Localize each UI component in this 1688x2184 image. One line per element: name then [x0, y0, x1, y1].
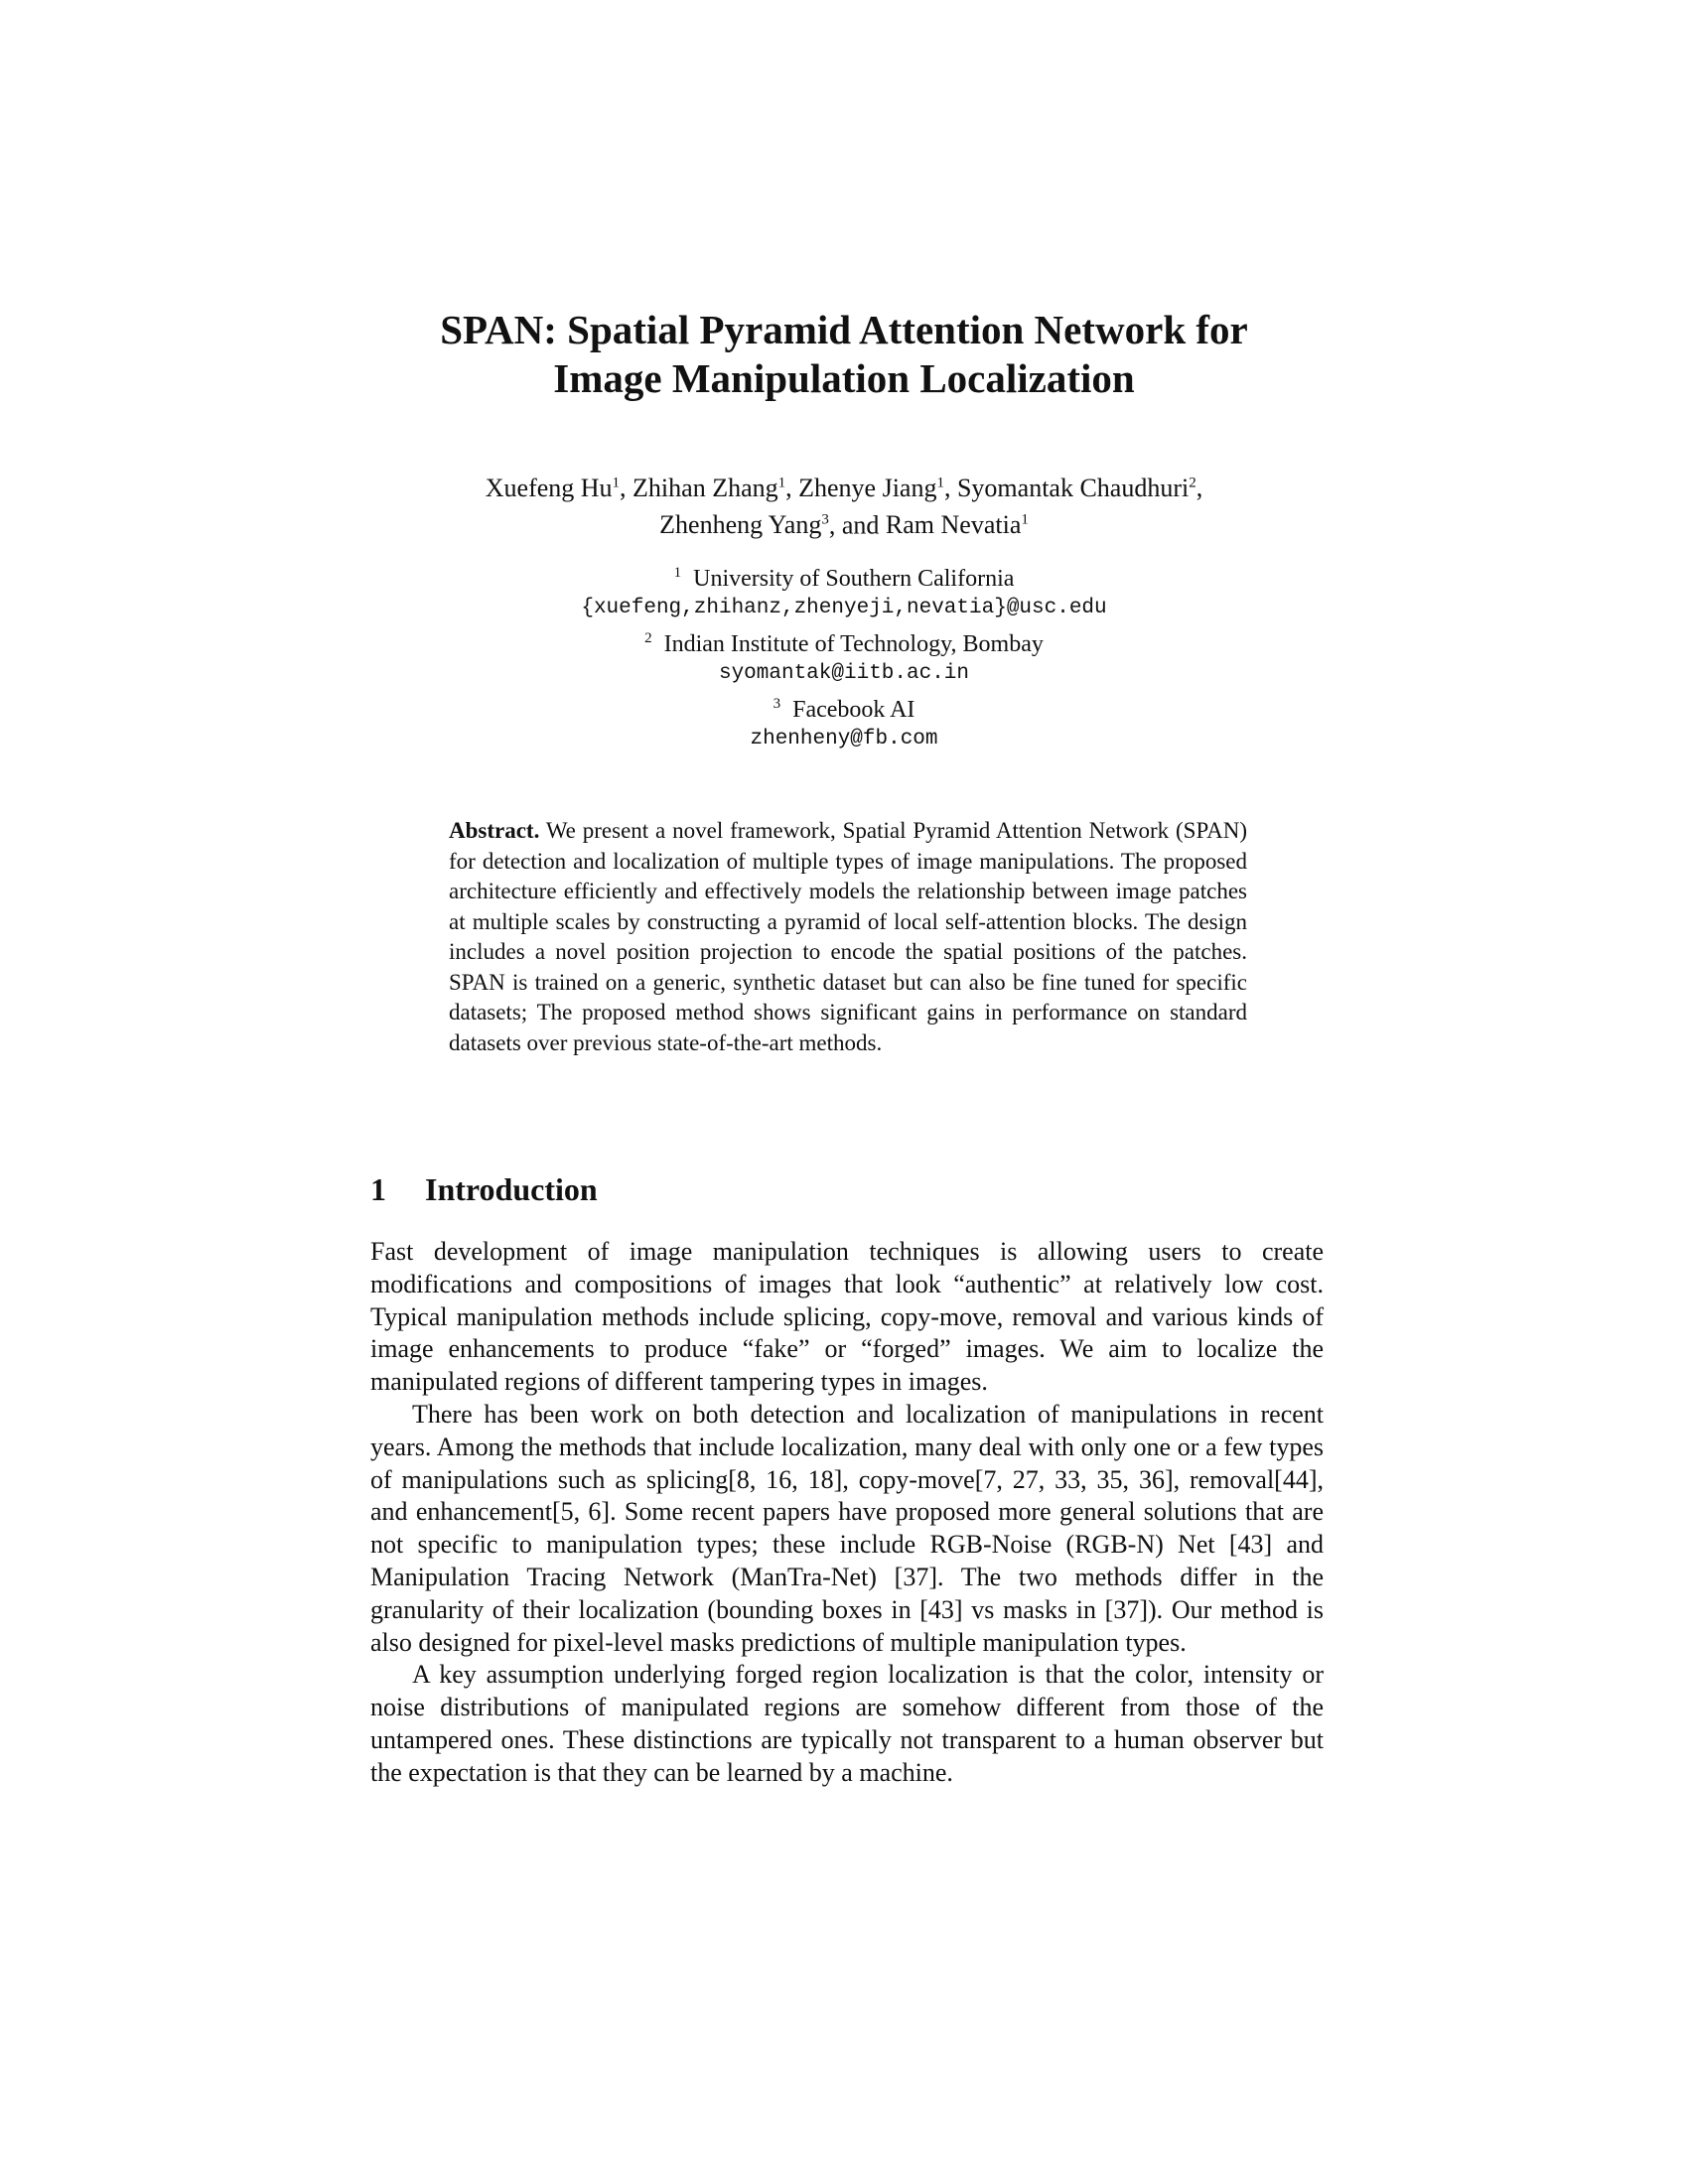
section-body — [370, 1236, 1324, 1790]
author: Zhihan Zhang$^1$ — [633, 473, 786, 502]
section-title: Introduction — [425, 1171, 598, 1207]
affiliation-email: {xuefeng,zhihanz,zhenyeji,nevatia}@usc.edu — [581, 597, 1107, 619]
affiliation: $^2$ Indian Institute of Technology, Bombay — [644, 630, 1044, 657]
abstract-text: We present a novel framework, Spatial Pyramid Attention Network (SPAN) for detection and localization of multiple types of image manipulations. The proposed architecture efficiently and effectively models the relationship between image patches at multiple scales by constructing a pyramid of local self-attention blocks. The design includes a novel position projection to encode the spatial positions of the patches. SPAN is trained on a generic, synthetic dataset but can also be fine tuned for specific datasets; The proposed method shows significant gains in performance on standard datasets over previous state-of-the-art methods. — [449, 818, 1248, 1055]
body-paragraph: Fast development of image manipulation techniques is allowing users to create modifications and compositions of images that look “authentic” at relatively low cost. Typical manipulation methods include splicing, copy-move, removal and various kinds of image enhancements to produce “fake” or “forged” images. We aim to localize the manipulated regions of different tampering types in images. — [370, 1237, 1324, 1397]
author: Zhenye Jiang$^1$ — [798, 473, 944, 502]
affiliation-email: syomantak@iitb.ac.in — [718, 662, 970, 685]
affiliation-email: zhenheny@fb.com — [750, 728, 938, 751]
affiliation: $^1$ University of Southern California — [673, 565, 1015, 592]
author: Zhenheng Yang$^3$ — [659, 510, 829, 540]
section-heading — [370, 1169, 966, 1209]
body-paragraph: A key assumption underlying forged region localization is that the color, intensity or noise distributions of manipulated regions are somehow different from those of the untampered ones. These distinctions are typically not transparent to a human observer but the expectation is that they can be learned by a machine. — [370, 1660, 1324, 1787]
author-list: Xuefeng Hu$^1$, Zhihan Zhang$^1$, Zhenye Jiang$^1$, Syomantak Chaudhuri$^2$, Zhenheng Yang$^3$, and Ram Nevatia$^1$ — [485, 473, 1203, 540]
paper-title — [367, 306, 1321, 403]
affiliation-list — [377, 558, 1311, 754]
author: Xuefeng Hu$^1$ — [485, 473, 621, 502]
body-paragraph: There has been work on both detection and localization of manipulations in recent years. Among the methods that include localization, many deal with only one or a few types of manipulations such as splicing[8, 16, 18], copy-move[7, 27, 33, 35, 36], removal[44], and enhancement[5, 6]. Some recent papers have proposed more general solutions that are not specific to manipulation types; these include RGB-Noise (RGB-N) Net [43] and Manipulation Tracing Network (ManTra-Net) [37]. The two methods differ in the granularity of their localization (bounding boxes in [43] vs masks in [37]). Our method is also designed for pixel-level masks predictions of multiple manipulation types. — [370, 1399, 1324, 1657]
title-line-2: Image Manipulation Localization — [553, 355, 1135, 401]
title-line-1: SPAN: Spatial Pyramid Attention Network for — [440, 307, 1248, 352]
author: Ram Nevatia$^1$ — [885, 510, 1029, 540]
author: Syomantak Chaudhuri$^2$ — [956, 473, 1196, 502]
section-number: 1 — [370, 1171, 386, 1207]
abstract — [449, 816, 1247, 1058]
affiliation: $^3$ Facebook AI — [773, 696, 915, 723]
abstract-label: Abstract. — [449, 818, 540, 843]
